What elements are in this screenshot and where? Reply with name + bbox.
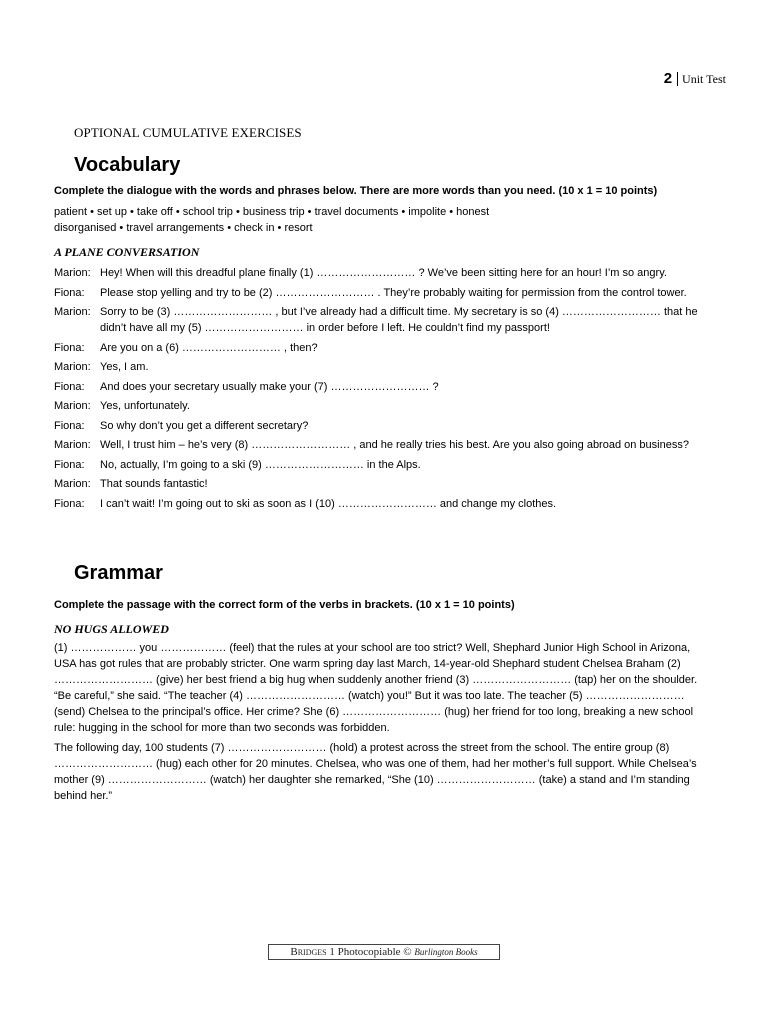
speaker-name: Fiona:	[54, 458, 85, 471]
dialogue-line	[54, 265, 714, 281]
dialogue-line	[54, 398, 714, 414]
word-bank	[54, 204, 489, 236]
footer-brand: Bridges 1	[290, 946, 335, 958]
speech-text: Well, I trust him – he’s very (8) ……………………… , and he really tries his best. Are you also going abroad on business?	[100, 439, 689, 451]
page-header	[664, 70, 726, 87]
speech-text: Hey! When will this dreadful plane finally (1) ……………………… ? We’ve been sitting here for an hour! I’m so angry.	[100, 267, 667, 279]
footer-photocopiable: Photocopiable ©	[337, 946, 412, 958]
vocabulary-heading: Vocabulary	[74, 154, 181, 176]
speech-text: And does your secretary usually make your (7) ……………………… ?	[100, 380, 439, 393]
speech-text: Are you on a (6) ……………………… , then?	[100, 341, 318, 354]
dialogue-line	[54, 359, 714, 375]
header-divider	[677, 72, 678, 86]
page-number: 2	[663, 70, 673, 87]
speech-text: That sounds fantastic!	[100, 478, 208, 490]
footer-publisher: Burlington Books	[414, 947, 478, 957]
dialogue	[54, 265, 714, 515]
dialogue-line	[54, 457, 714, 473]
optional-exercises-title: OPTIONAL CUMULATIVE EXERCISES	[74, 125, 302, 140]
speaker-name: Marion:	[54, 400, 91, 412]
grammar-instruction: Complete the passage with the correct form of the verbs in brackets. (10 x 1 = 10 points)	[54, 599, 515, 611]
speech-text: Yes, I am.	[100, 361, 149, 373]
speech-text: Yes, unfortunately.	[100, 400, 190, 412]
dialogue-line	[54, 340, 714, 356]
dialogue-line	[54, 437, 714, 453]
grammar-passage	[54, 640, 714, 808]
speaker-name: Fiona:	[54, 380, 85, 393]
speaker-name: Marion:	[54, 478, 91, 490]
speech-text: No, actually, I’m going to a ski (9) ……………………… in the Alps.	[100, 458, 421, 471]
speaker-name: Fiona:	[54, 286, 85, 299]
dialogue-line	[54, 285, 714, 301]
speech-text: So why don’t you get a different secretary?	[100, 419, 309, 432]
passage-title: NO HUGS ALLOWED	[54, 622, 169, 636]
speaker-name: Marion:	[54, 439, 91, 451]
word-bank-line: disorganised • travel arrangements • check in • resort	[54, 222, 313, 234]
speaker-name: Fiona:	[54, 341, 85, 354]
speech-text: Please stop yelling and try to be (2) ……………………… . They’re probably waiting for permission from the control tower.	[100, 286, 687, 299]
speaker-name: Fiona:	[54, 419, 85, 432]
word-bank-line: patient • set up • take off • school trip • business trip • travel documents • impolite • honest	[54, 206, 490, 218]
dialogue-line	[54, 418, 714, 434]
footer-copyright	[268, 944, 500, 960]
dialogue-title: A PLANE CONVERSATION	[54, 245, 200, 259]
unit-label: Unit Test	[682, 72, 726, 86]
speaker-name: Marion:	[54, 267, 91, 279]
speaker-name: Fiona:	[54, 497, 85, 510]
vocabulary-instruction: Complete the dialogue with the words and phrases below. There are more words than you need. (10 x 1 = 10 points)	[54, 185, 658, 197]
dialogue-line	[54, 496, 714, 512]
dialogue-line	[54, 379, 714, 395]
passage-paragraph: The following day, 100 students (7) ……………………… (hold) a protest across the street from the school. The entire group (8) ……………………… (hug) each other for 20 minutes. Chelsea, who was one of them, had her mother’s full support. While Chelsea’s mother (9) ……………………… (watch) her daughter she remarked, “She (10) ……………………… (take) a stand and I’m standing behind her.”	[54, 742, 697, 802]
speech-text: Sorry to be (3) ……………………… , but I’ve already had a difficult time. My secretary is so (4) ……………………… that he didn’t have all my (5) ……………………… in order before I left. He couldn’t find my passport!	[100, 306, 698, 334]
grammar-heading: Grammar	[74, 562, 163, 584]
speaker-name: Marion:	[54, 306, 91, 318]
speech-text: I can’t wait! I’m going out to ski as soon as I (10) ……………………… and change my clothes.	[100, 497, 557, 510]
dialogue-line	[54, 476, 714, 492]
dialogue-line	[54, 304, 714, 336]
speaker-name: Marion:	[54, 361, 91, 373]
passage-paragraph: (1) ……………… you ……………… (feel) that the rules at your school are too strict? Well, Shephard Junior High School in Arizona, USA has got rules that are probably stricter. One warm spring day last March, 14-year-old Shephard student Chelsea Braham (2) ……………………… (give) her best friend a big hug when suddenly another friend (3) ……………………… (tap) her on the shoulder. “Be careful,” she said. “The teacher (4) ……………………… (watch) you!” But it was too late. The teacher (5) ……………………… (send) Chelsea to the principal’s office. Her crime? She (6) ……………………… (hug) her friend for too long, breaking a new school rule: hugging in the school for more than two seconds was forbidden.	[54, 642, 698, 734]
